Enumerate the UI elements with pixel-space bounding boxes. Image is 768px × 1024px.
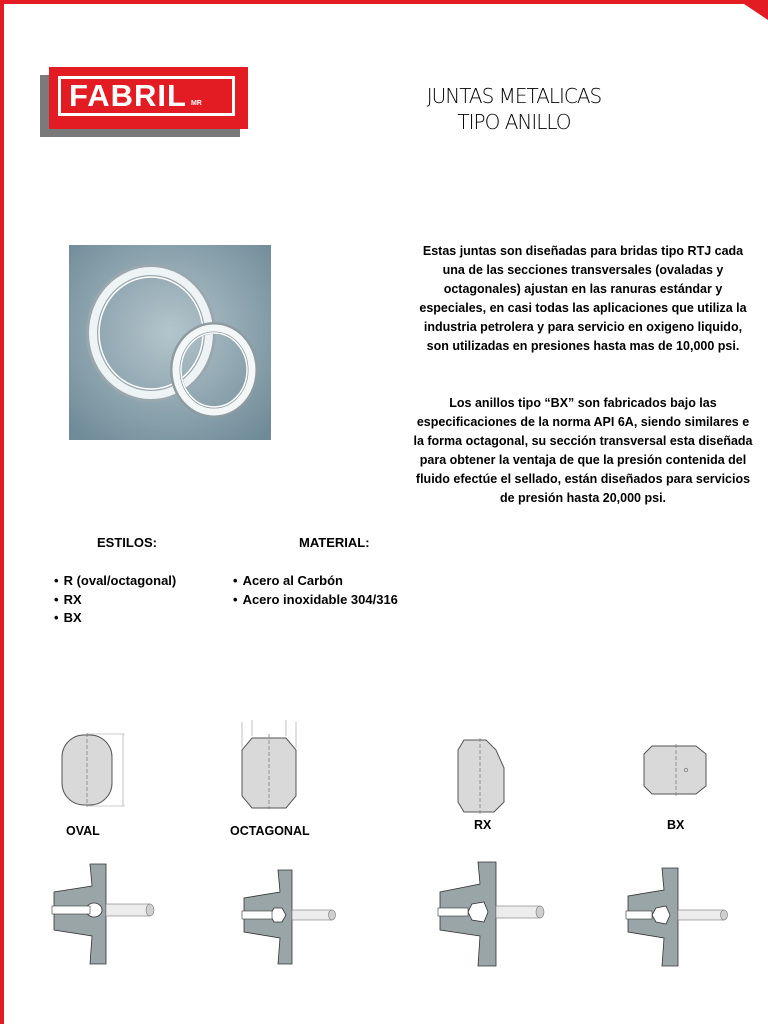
top-red-border: [0, 0, 768, 20]
list-item: • Acero al Carbón: [233, 572, 398, 591]
shape-label-bx: BX: [667, 818, 685, 832]
list-item: • BX: [54, 609, 176, 628]
octagonal-cross-section: [234, 718, 306, 810]
logo-trademark: MR: [190, 99, 202, 107]
logo-brand: FABRIL: [69, 78, 187, 113]
rx-cross-section: [452, 736, 512, 816]
rx-flange-diagram: [434, 852, 550, 970]
bx-cross-section: [640, 742, 714, 798]
octagonal-flange-diagram: [236, 860, 348, 966]
material-list: [233, 572, 398, 609]
fabril-logo: [49, 67, 248, 129]
description-paragraph-2: Los anillos tipo “BX” son fabricados bajo las especificaciones de la norma API 6A, siendo similares e la forma octagonal, su sección transversal esta diseñada para obtener la ventaja de que la presión contenida del fluido efectúe el sellado, están diseñados para servicios de presión hasta 20,000 psi.: [413, 396, 753, 505]
shape-label-rx: RX: [474, 818, 492, 832]
left-red-border: [0, 0, 20, 1024]
title-line-2: TIPO ANILLO: [457, 110, 571, 134]
list-item: • R (oval/octagonal): [54, 572, 176, 591]
styles-heading: ESTILOS:: [97, 535, 157, 550]
shape-label-octagonal: OCTAGONAL: [230, 824, 310, 838]
list-item: • RX: [54, 591, 176, 610]
material-heading: MATERIAL:: [299, 535, 370, 550]
shape-label-oval: OVAL: [66, 824, 100, 838]
page-title: [380, 83, 648, 135]
oval-cross-section: [55, 728, 130, 810]
ring-gasket-photo: [69, 245, 271, 440]
bx-flange-diagram: [622, 860, 736, 970]
title-line-1: JUNTAS METALICAS: [426, 84, 602, 108]
list-item: • Acero inoxidable 304/316: [233, 591, 398, 610]
styles-list: [54, 572, 176, 628]
oval-flange-diagram: [48, 856, 160, 966]
description-paragraph-1: Estas juntas son diseñadas para bridas tipo RTJ cada una de las secciones transversales (ovaladas y octagonales) ajustan en las ranuras estándar y especiales, en casi todas las aplicaciones que utiliza la industria petrolera y para servicio en oxigeno liquido, son utilizadas en presiones hasta mas de 10,000 psi.: [419, 244, 747, 353]
